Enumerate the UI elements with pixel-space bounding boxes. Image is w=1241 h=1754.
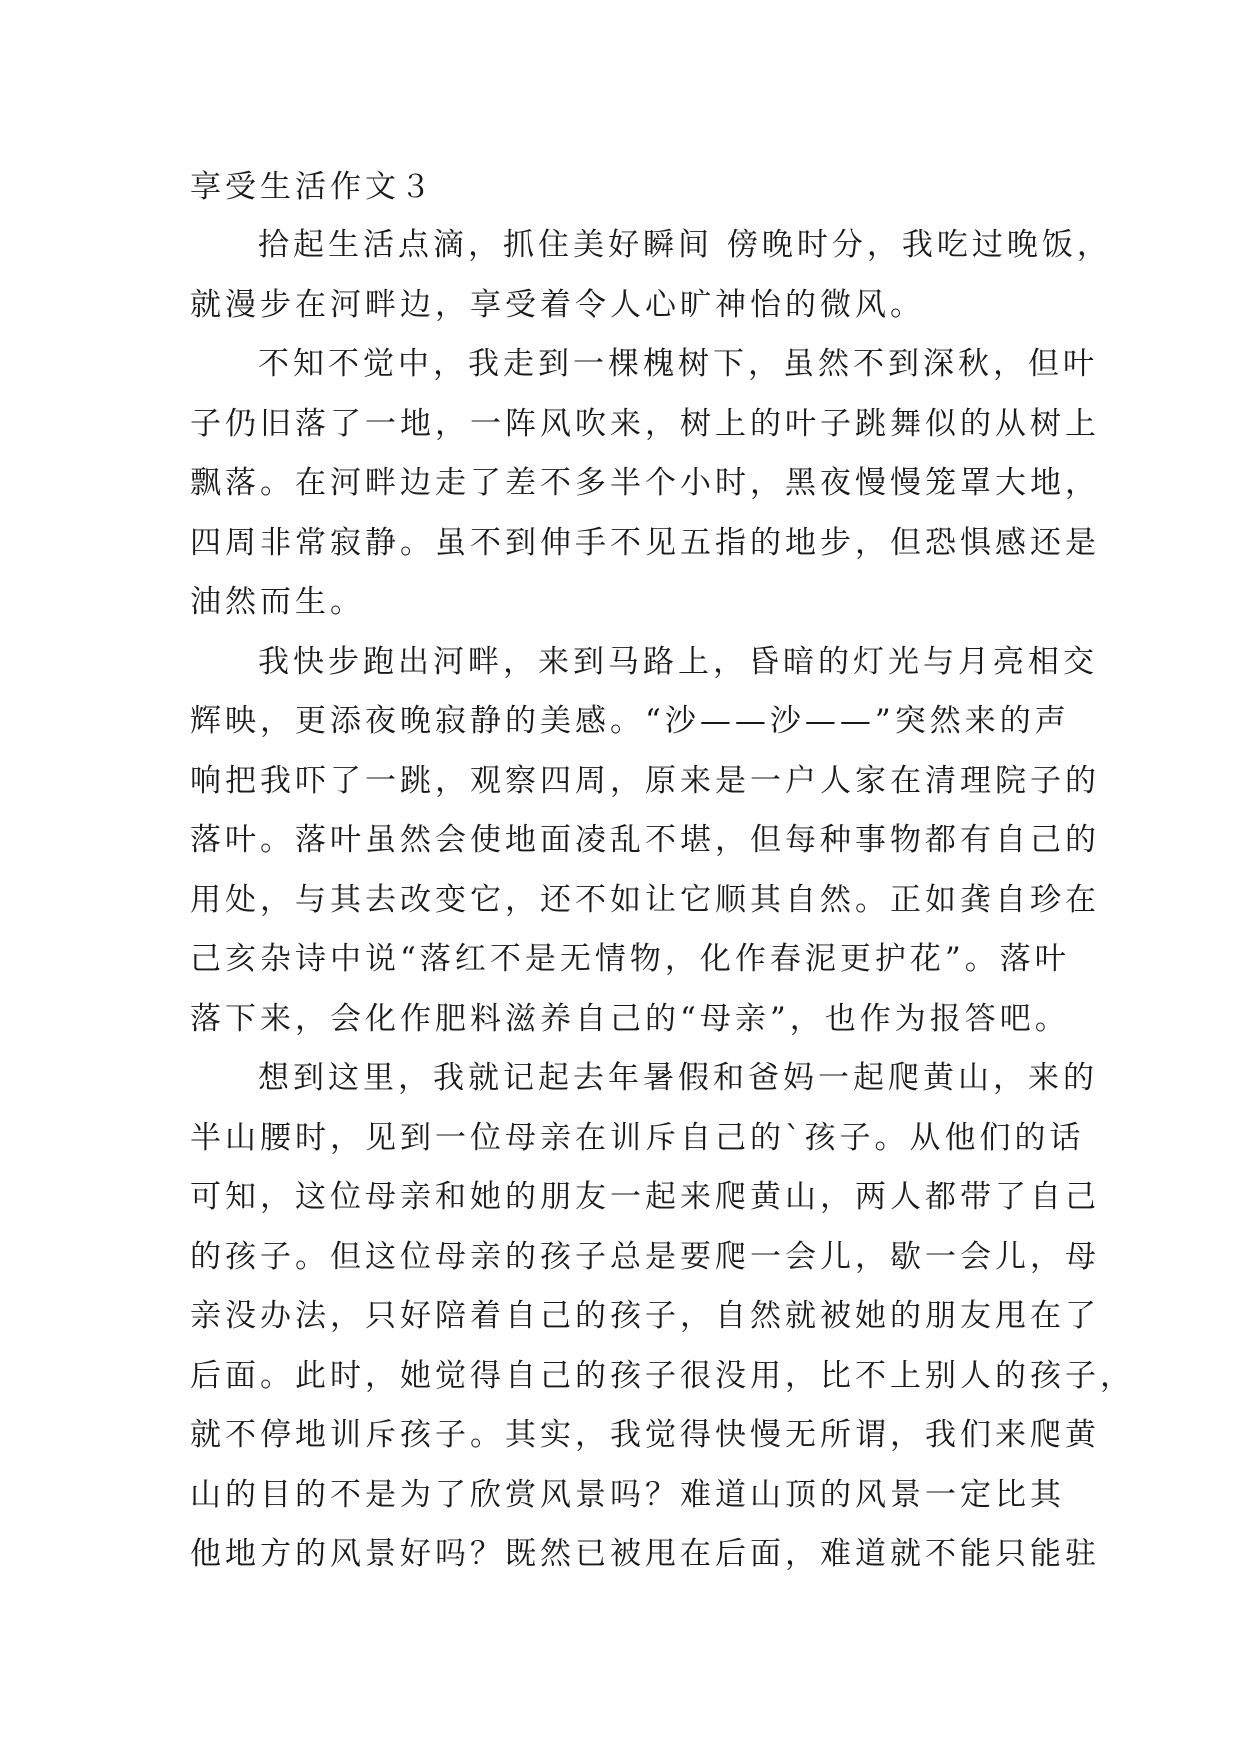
text-line: 子仍旧落了一地，一阵风吹来，树上的叶子跳舞似的从树上 xyxy=(190,405,1100,442)
text-line: 飘落。在河畔边走了差不多半个小时，黑夜慢慢笼罩大地， xyxy=(190,465,1100,501)
text-line: 用处，与其去改变它，还不如让它顺其自然。正如龚自珍在 xyxy=(190,881,1100,918)
text-line: 我快步跑出河畔，来到马路上，昏暗的灯光与月亮相交 xyxy=(258,643,1098,680)
text-line: 他地方的风景好吗？既然已被甩在后面，难道就不能只能驻 xyxy=(190,1536,1100,1572)
text-line: 己亥杂诗中说“落红不是无情物，化作春泥更护花”。落叶 xyxy=(190,941,1070,977)
text-line: 油然而生。 xyxy=(190,584,365,620)
paragraph xyxy=(190,216,1112,335)
text-line: 就不停地训斥孩子。其实，我觉得快慢无所谓，我们来爬黄 xyxy=(190,1417,1100,1453)
text-line: 半山腰时，见到一位母亲在训斥自己的`孩子。从他们的话 xyxy=(190,1119,1085,1156)
text-line: 山的目的不是为了欣赏风景吗？难道山顶的风景一定比其 xyxy=(190,1476,1065,1513)
text-line: 的孩子。但这位母亲的孩子总是要爬一会儿，歇一会儿，母 xyxy=(190,1238,1100,1275)
text-line: 想到这里，我就记起去年暑假和爸妈一起爬黄山，来的 xyxy=(258,1060,1098,1096)
text-line: 拾起生活点滴，抓住美好瞬间 傍晚时分，我吃过晚饭， xyxy=(258,227,1112,263)
text-line: 就漫步在河畔边，享受着令人心旷神怡的微风。 xyxy=(190,286,925,323)
text-line: 落叶。落叶虽然会使地面凌乱不堪，但每种事物都有自己的 xyxy=(190,822,1100,858)
document-body xyxy=(190,158,1135,1585)
text-line: 亲没办法，只好陪着自己的孩子，自然就被她的朋友甩在了 xyxy=(190,1298,1100,1334)
paragraph xyxy=(190,633,1100,1050)
text-line: 落下来，会化作肥料滋养自己的“母亲”，也作为报答吧。 xyxy=(190,1000,1070,1037)
paragraph xyxy=(190,335,1100,633)
text-line: 可知，这位母亲和她的朋友一起来爬黄山，两人都带了自己 xyxy=(190,1179,1100,1215)
text-line: 四周非常寂静。虽不到伸手不见五指的地步，但恐惧感还是 xyxy=(190,524,1100,561)
text-line: 辉映，更添夜晚寂静的美感。“沙——沙——”突然来的声 xyxy=(190,703,1070,739)
text-line: 不知不觉中，我走到一棵槐树下，虽然不到深秋，但叶 xyxy=(258,346,1098,382)
text-line: 后面。此时，她觉得自己的孩子很没用，比不上别人的孩子， xyxy=(190,1357,1135,1394)
document-title: 享受生活作文３ xyxy=(190,169,435,205)
text-line: 响把我吓了一跳，观察四周，原来是一户人家在清理院子的 xyxy=(190,762,1100,799)
paragraph xyxy=(190,1049,1135,1585)
